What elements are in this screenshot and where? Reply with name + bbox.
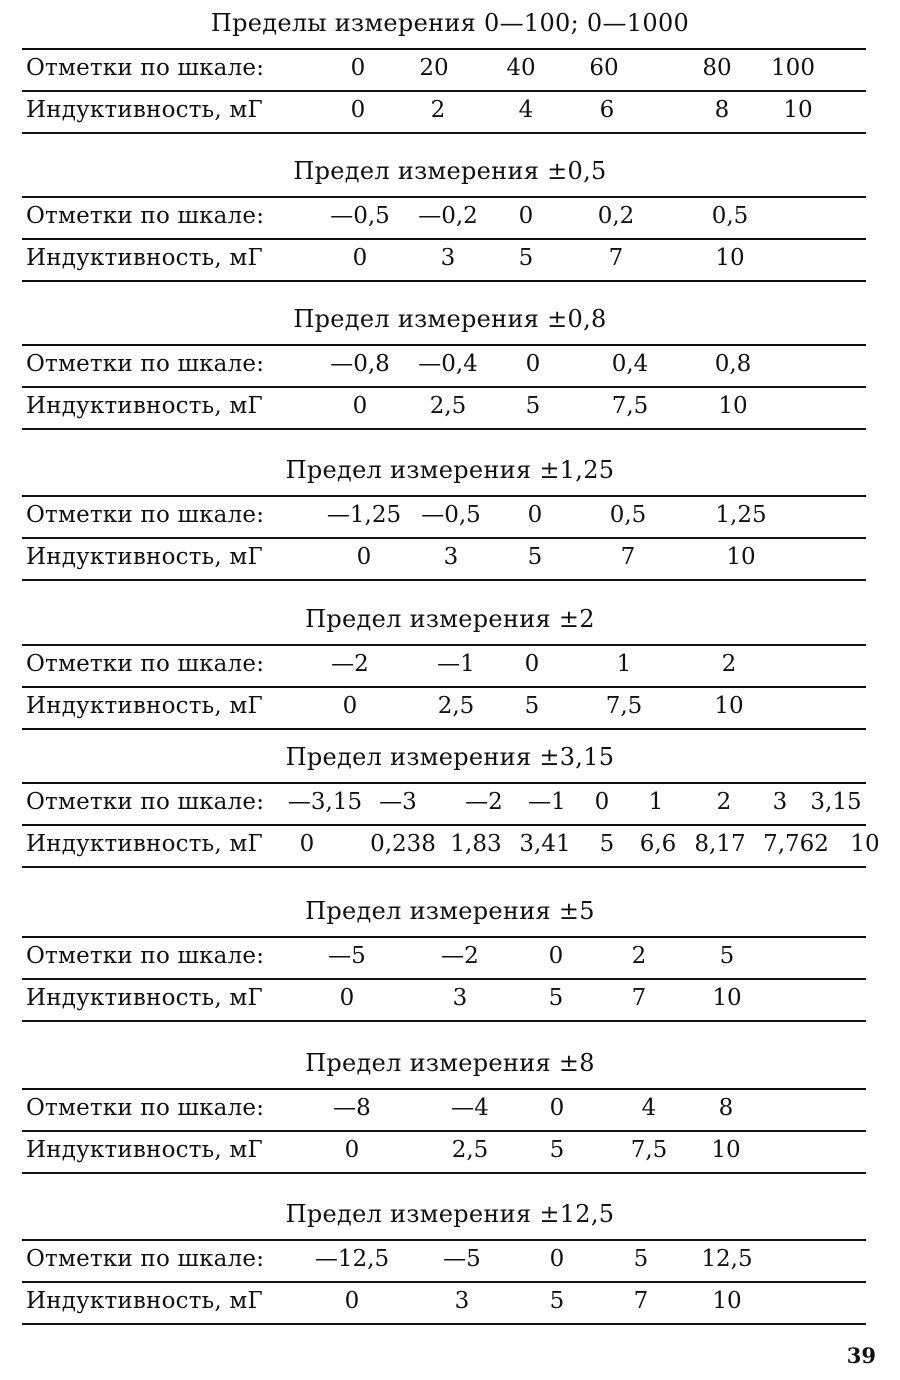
table-cell: 0 (344, 1137, 360, 1163)
section-title: Пределы измерения 0—100; 0—1000 (210, 9, 690, 37)
table-row (0, 238, 900, 278)
table-cell: 100 (771, 55, 815, 81)
table-cell: —0,5 (330, 203, 390, 229)
table-cell: 0 (342, 693, 358, 719)
table-cell: —5 (328, 943, 366, 969)
table-row (0, 1281, 900, 1321)
section-title: Предел измерения ±12,5 (285, 1200, 615, 1228)
table-row (0, 196, 900, 236)
section-title: Предел измерения ±5 (305, 897, 595, 925)
section-title: Предел измерения ±0,8 (293, 305, 607, 333)
table-cell: 0,8 (714, 351, 752, 377)
row-label: Индуктивность, мГ (26, 1288, 263, 1314)
table-cell: 0 (344, 1288, 360, 1314)
table-cell: 0 (527, 502, 543, 528)
table-cell: 0 (350, 55, 366, 81)
table-cell: —2 (331, 651, 369, 677)
table-cell: 0 (350, 97, 366, 123)
row-label: Индуктивность, мГ (26, 1137, 263, 1163)
table-cell: 1 (648, 789, 664, 815)
table-cell: 0 (548, 943, 564, 969)
table-cell: 5 (525, 393, 541, 419)
row-label: Отметки по шкале: (26, 943, 265, 969)
table-row (0, 495, 900, 535)
table-cell: 2,5 (451, 1137, 489, 1163)
table-row (0, 1130, 900, 1170)
table-row (0, 1088, 900, 1128)
table-cell: 3 (443, 544, 459, 570)
row-label: Отметки по шкале: (26, 1246, 265, 1272)
table-cell: 1,25 (715, 502, 767, 528)
table-cell: 7 (633, 1288, 649, 1314)
table-cell: 0 (518, 203, 534, 229)
table-cell: 7,5 (605, 693, 643, 719)
table-cell: 7,5 (630, 1137, 668, 1163)
table-cell: —2 (441, 943, 479, 969)
table-row (0, 644, 900, 684)
table-cell: —5 (443, 1246, 481, 1272)
table-cell: 0 (352, 393, 368, 419)
table-cell: 0 (549, 1095, 565, 1121)
table-cell: 8 (714, 97, 730, 123)
table-cell: 10 (783, 97, 813, 123)
table-cell: —0,4 (418, 351, 478, 377)
table-row (0, 386, 900, 426)
table-cell: 2,5 (437, 693, 475, 719)
table-cell: 10 (712, 1288, 742, 1314)
table-cell: 0,238 (370, 831, 436, 857)
table-cell: 3 (454, 1288, 470, 1314)
table-cell: —0,5 (421, 502, 481, 528)
table-cell: 0 (299, 831, 315, 857)
table-rule (22, 1323, 866, 1325)
table-cell: —8 (333, 1095, 371, 1121)
table-cell: 5 (599, 831, 615, 857)
page-number: 39 (846, 1343, 876, 1368)
section-title: Предел измерения ±2 (305, 605, 595, 633)
table-cell: 10 (711, 1137, 741, 1163)
table-cell: 4 (641, 1095, 657, 1121)
table-cell: 10 (718, 393, 748, 419)
table-cell: 8 (718, 1095, 734, 1121)
table-cell: 0,5 (711, 203, 749, 229)
row-label: Индуктивность, мГ (26, 245, 263, 271)
table-cell: 5 (633, 1246, 649, 1272)
table-cell: 10 (715, 245, 745, 271)
row-label: Индуктивность, мГ (26, 544, 263, 570)
row-label: Индуктивность, мГ (26, 831, 263, 857)
table-cell: 0 (356, 544, 372, 570)
table-cell: 5 (527, 544, 543, 570)
table-cell: —3,15 (287, 789, 363, 815)
table-rule (22, 132, 866, 134)
table-cell: 3,41 (519, 831, 571, 857)
table-cell: 5 (549, 1137, 565, 1163)
table-cell: 0 (549, 1246, 565, 1272)
table-row (0, 537, 900, 577)
table-rule (22, 1020, 866, 1022)
table-cell: 5 (719, 943, 735, 969)
table-cell: 0,4 (611, 351, 649, 377)
table-cell: 5 (549, 1288, 565, 1314)
table-cell: 5 (524, 693, 540, 719)
row-label: Отметки по шкале: (26, 1095, 265, 1121)
row-label: Индуктивность, мГ (26, 693, 263, 719)
row-label: Отметки по шкале: (26, 651, 265, 677)
table-cell: 10 (726, 544, 756, 570)
table-cell: 3 (452, 985, 468, 1011)
table-row (0, 936, 900, 976)
table-cell: 7 (620, 544, 636, 570)
table-cell: 6 (599, 97, 615, 123)
table-cell: —1,25 (326, 502, 402, 528)
table-cell: 2 (631, 943, 647, 969)
section-title: Предел измерения ±3,15 (285, 743, 615, 771)
table-cell: —4 (451, 1095, 489, 1121)
table-cell: 4 (518, 97, 534, 123)
table-rule (22, 866, 866, 868)
table-cell: 7,762 (763, 831, 829, 857)
section-title: Предел измерения ±1,25 (285, 456, 615, 484)
table-cell: 0 (352, 245, 368, 271)
table-cell: 0 (339, 985, 355, 1011)
table-cell: 0 (524, 651, 540, 677)
table-cell: —12,5 (314, 1246, 390, 1272)
table-row (0, 686, 900, 726)
table-cell: —2 (465, 789, 503, 815)
table-cell: 0 (525, 351, 541, 377)
table-cell: —0,2 (418, 203, 478, 229)
table-cell: 1,83 (450, 831, 502, 857)
table-row (0, 90, 900, 130)
table-cell: 2,5 (429, 393, 467, 419)
section-title: Предел измерения ±0,5 (293, 157, 607, 185)
table-cell: —0,8 (330, 351, 390, 377)
table-cell: 20 (419, 55, 449, 81)
table-cell: 10 (850, 831, 880, 857)
row-label: Индуктивность, мГ (26, 985, 263, 1011)
row-label: Индуктивность, мГ (26, 97, 263, 123)
table-cell: 2 (716, 789, 732, 815)
table-cell: 3,15 (810, 789, 862, 815)
table-cell: 60 (589, 55, 619, 81)
table-cell: 3 (440, 245, 456, 271)
row-label: Отметки по шкале: (26, 203, 265, 229)
table-cell: 10 (714, 693, 744, 719)
table-row (0, 1239, 900, 1279)
table-cell: —1 (437, 651, 475, 677)
row-label: Индуктивность, мГ (26, 393, 263, 419)
row-label: Отметки по шкале: (26, 351, 265, 377)
table-cell: 0,5 (609, 502, 647, 528)
table-cell: 0,2 (597, 203, 635, 229)
table-cell: 0 (594, 789, 610, 815)
table-cell: 7,5 (611, 393, 649, 419)
table-rule (22, 280, 866, 282)
table-row (0, 782, 900, 822)
table-cell: 80 (702, 55, 732, 81)
table-rule (22, 728, 866, 730)
section-title: Предел измерения ±8 (305, 1049, 595, 1077)
table-cell: 5 (548, 985, 564, 1011)
table-row (0, 824, 900, 864)
table-cell: 1 (616, 651, 632, 677)
row-label: Отметки по шкале: (26, 502, 265, 528)
table-cell: 7 (608, 245, 624, 271)
table-cell: 40 (506, 55, 536, 81)
table-rule (22, 1172, 866, 1174)
table-cell: 7 (631, 985, 647, 1011)
table-cell: 8,17 (694, 831, 746, 857)
table-cell: 10 (712, 985, 742, 1011)
table-cell: 2 (430, 97, 446, 123)
table-row (0, 344, 900, 384)
row-label: Отметки по шкале: (26, 55, 265, 81)
table-cell: 5 (518, 245, 534, 271)
table-row (0, 48, 900, 88)
table-row (0, 978, 900, 1018)
table-cell: —3 (379, 789, 417, 815)
table-rule (22, 428, 866, 430)
table-cell: —1 (528, 789, 566, 815)
table-cell: 2 (721, 651, 737, 677)
table-cell: 6,6 (639, 831, 677, 857)
table-rule (22, 579, 866, 581)
row-label: Отметки по шкале: (26, 789, 265, 815)
table-cell: 12,5 (701, 1246, 753, 1272)
table-cell: 3 (772, 789, 788, 815)
